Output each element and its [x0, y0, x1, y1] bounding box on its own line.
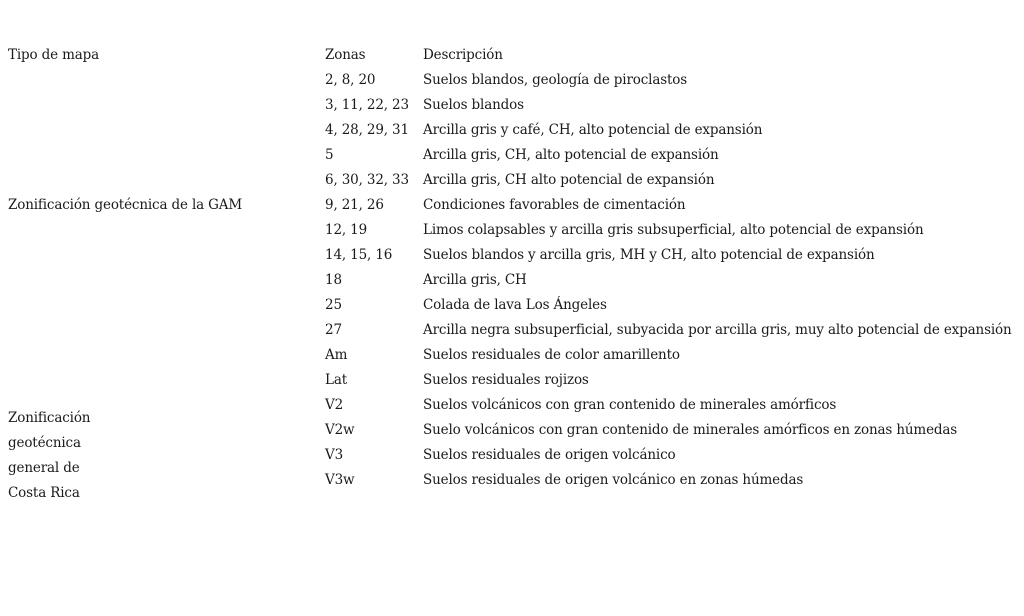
- row-zones: Lat: [325, 372, 347, 388]
- row-description: Suelo volcánicos con gran contenido de minerales amórficos en zonas húmedas: [423, 422, 958, 438]
- row-map-type: Zonificación geotécnica de la GAM: [8, 197, 243, 213]
- row-zones: 14, 15, 16: [325, 247, 393, 263]
- row-zones: V2w: [325, 422, 355, 438]
- row-zones: 5: [325, 147, 334, 163]
- row-zones: V3w: [325, 472, 355, 488]
- row-zones: 2, 8, 20: [325, 72, 376, 88]
- row-zones: Am: [325, 347, 348, 363]
- group-label-costa-rica: Zonificación geotécnica general de Costa Rica: [8, 410, 91, 501]
- row-description: Arcilla negra subsuperficial, subyacida por arcilla gris, muy alto potencial de expansión: [423, 322, 1012, 338]
- row-zones: V3: [325, 447, 344, 463]
- row-zones: V2: [325, 397, 344, 413]
- row-description: Suelos residuales de origen volcánico: [423, 447, 676, 463]
- row-description: Suelos residuales de color amarillento: [423, 347, 680, 363]
- row-zones: 3, 11, 22, 23: [325, 97, 409, 113]
- row-zones: 12, 19: [325, 222, 368, 238]
- row-description: Arcilla gris, CH: [423, 272, 527, 288]
- row-description: Suelos volcánicos con gran contenido de minerales amórficos: [423, 397, 837, 413]
- row-description: Arcilla gris y café, CH, alto potencial de expansión: [423, 122, 763, 138]
- row-description: Suelos residuales de origen volcánico en zonas húmedas: [423, 472, 804, 488]
- row-description: Colada de lava Los Ángeles: [423, 297, 607, 313]
- row-description: Suelos blandos, geología de piroclastos: [423, 72, 688, 88]
- row-zones: 6, 30, 32, 33: [325, 172, 409, 188]
- row-zones: 18: [325, 272, 342, 288]
- row-zones: 4, 28, 29, 31: [325, 122, 409, 138]
- header-description: Descripción: [423, 47, 503, 63]
- row-description: Arcilla gris, CH, alto potencial de expansión: [423, 147, 719, 163]
- row-description: Suelos blandos: [423, 97, 524, 113]
- row-description: Arcilla gris, CH alto potencial de expansión: [423, 172, 715, 188]
- row-zones: 25: [325, 297, 342, 313]
- header-map-type: Tipo de mapa: [8, 47, 100, 63]
- row-description: Suelos blandos y arcilla gris, MH y CH, alto potencial de expansión: [423, 247, 875, 263]
- header-zones: Zonas: [325, 47, 366, 63]
- row-description: Limos colapsables y arcilla gris subsuperficial, alto potencial de expansión: [423, 222, 924, 238]
- row-description: Suelos residuales rojizos: [423, 372, 589, 388]
- row-zones: 9, 21, 26: [325, 197, 384, 213]
- row-description: Condiciones favorables de cimentación: [423, 197, 686, 213]
- row-zones: 27: [325, 322, 342, 338]
